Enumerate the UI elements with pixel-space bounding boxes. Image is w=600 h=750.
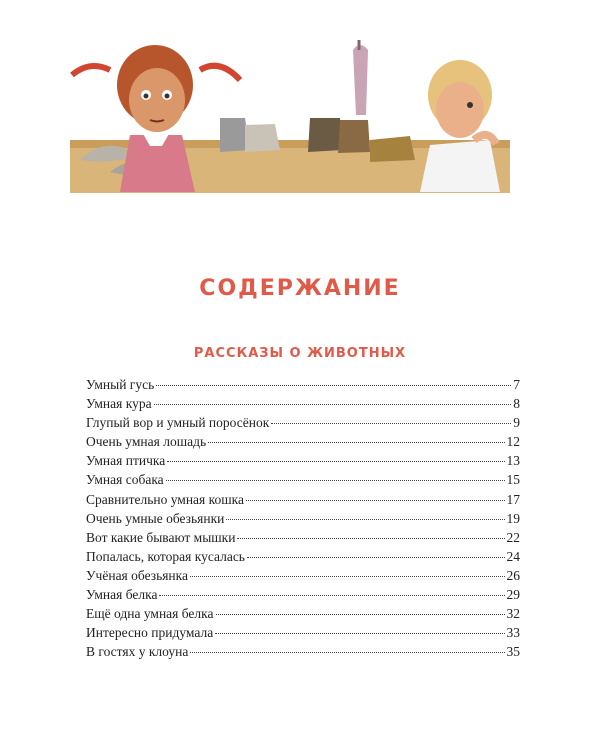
boy-figure (420, 60, 500, 192)
toc-entry-title: Вот какие бывают мышки (86, 529, 236, 545)
toc-entry[interactable] (86, 606, 520, 625)
toc-entry-title: В гостях у клоуна (86, 644, 189, 660)
toc-dot-leader (246, 500, 505, 501)
toc-dot-leader (159, 595, 504, 596)
toc-entry-page: 32 (506, 606, 520, 622)
toc-entry-title: Очень умная лошадь (86, 434, 207, 450)
toc-dot-leader (154, 404, 512, 405)
toc-entry-title: Сравнительно умная кошка (86, 491, 244, 507)
toc-entry-title: Умная птичка (86, 453, 166, 469)
toc-entry[interactable] (86, 415, 520, 434)
section-heading: РАССКАЗЫ О ЖИВОТНЫХ (193, 346, 407, 361)
toc-dot-leader (156, 385, 511, 386)
toc-entry-title: Глупый вор и умный поросёнок (86, 415, 270, 431)
toc-entry-page: 33 (506, 625, 520, 641)
toc-entry[interactable] (86, 644, 520, 663)
toc-entry[interactable] (86, 396, 520, 415)
toc-dot-leader (271, 423, 511, 424)
toc-entry-title: Умная белка (86, 587, 158, 603)
toc-entry-page: 35 (506, 644, 520, 660)
toc-entry[interactable] (86, 587, 520, 606)
toc-dot-leader (247, 557, 505, 558)
toc-entry-page: 19 (506, 510, 520, 526)
toc-dot-leader (190, 652, 504, 653)
table-of-contents (86, 377, 520, 663)
toc-entry[interactable] (86, 549, 520, 568)
toc-dot-leader (237, 538, 504, 539)
toc-entry[interactable] (86, 530, 520, 549)
toc-dot-leader (166, 480, 505, 481)
toc-entry-title: Учёная обезьянка (86, 567, 189, 583)
toc-entry[interactable] (86, 492, 520, 511)
toc-entry-page: 26 (506, 567, 520, 583)
toc-entry-title: Интересно придумала (86, 625, 214, 641)
toc-entry-page: 22 (506, 529, 520, 545)
header-illustration (70, 40, 510, 200)
toc-entry[interactable] (86, 511, 520, 530)
toc-entry-page: 17 (506, 491, 520, 507)
toc-entry-page: 12 (506, 434, 520, 450)
page-title: СОДЕРЖАНИЕ (199, 276, 401, 301)
toc-entry-page: 7 (513, 377, 520, 392)
toc-entry-page: 24 (506, 548, 520, 564)
toc-entry-page: 29 (506, 587, 520, 603)
toc-entry[interactable] (86, 472, 520, 491)
toc-entry[interactable] (86, 453, 520, 472)
toc-entry-title: Попалась, которая кусалась (86, 548, 245, 564)
toc-entry-title: Умная собака (86, 472, 164, 488)
toc-entry-page: 9 (513, 415, 520, 431)
toc-dot-leader (167, 461, 504, 462)
toc-entry-title: Очень умные обезьянки (86, 510, 225, 526)
toc-entry-page: 8 (513, 396, 520, 412)
toc-entry-title: Умный гусь (86, 377, 155, 392)
toc-entry-title: Ещё одна умная белка (86, 606, 214, 622)
toc-dot-leader (190, 576, 504, 577)
toc-dot-leader (208, 442, 504, 443)
toc-entry[interactable] (86, 377, 520, 396)
toc-entry[interactable] (86, 625, 520, 644)
toc-entry-page: 15 (506, 472, 520, 488)
toc-entry[interactable] (86, 434, 520, 453)
toc-entry-page: 13 (506, 453, 520, 469)
toc-entry-title: Умная кура (86, 396, 152, 412)
toc-dot-leader (215, 633, 504, 634)
toc-dot-leader (226, 519, 504, 520)
toc-dot-leader (216, 614, 505, 615)
toc-entry[interactable] (86, 568, 520, 587)
